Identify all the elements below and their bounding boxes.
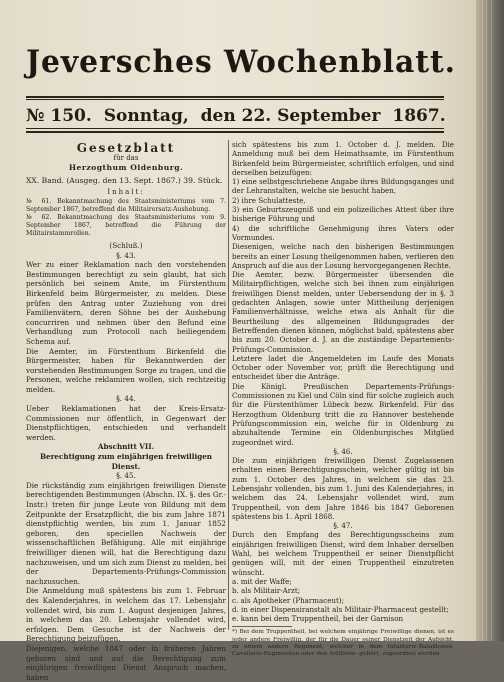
- section-45: §. 45.: [116, 471, 136, 481]
- section-47: §. 47.: [333, 521, 353, 531]
- issue-rule: [26, 128, 444, 129]
- issue-number: № 150.: [26, 106, 92, 126]
- paragraph: Diejenigen, welche 1847 oder in früheren Jahren geboren sind und auf die Berechtigung zum einjährigen freiwilligen Dienst Anspruch machen, haben: [26, 643, 226, 682]
- paragraph: Die zum einjährigen freiwilligen Dienst Zugelassenen erhalten einen Berechtigungsschein, welcher gültig ist bis zum 1. October des Jahres, in welchem sie das 23. Lebensjahr vollenden, bis zum 1. Juni des Kalenderjahres, in welchem das 24. Lebensjahr vollendet wird, zum Truppentheil, von dem Jahre 1846 bis 1847 Geborenen spätestens bis 1. April 1868.: [232, 456, 454, 521]
- book-spine: [476, 0, 504, 641]
- inhalt-entry: № 62. Bekanntmachung des Staatsministeriums vom 9. September 1867, betreffend die Führung der Militairstammrollen.: [26, 213, 226, 237]
- spine-edge-line: [482, 0, 483, 641]
- list-item: a. mit der Waffe;: [232, 576, 292, 586]
- list-item: 1) eine selbstgeschriebene Angabe ihres Bildungsganges und der Lehranstalten, welche sie besucht haben,: [232, 177, 454, 196]
- footnote-rule: [232, 626, 292, 627]
- paragraph: Diesenigen, welche nach den bisherigen Bestimmungen bereits an einer Losung theilgenommen haben, verlieren den Anspruch auf die aus der Losung hervorgegangenen Rechte.: [232, 242, 454, 270]
- list-item: e. kann bei dem Truppentheil, bei der Garnison: [232, 614, 404, 624]
- list-item: 3) ein Geburtszeugniß und ein polizeiliches Attest über ihre bisherige Führung und: [232, 205, 454, 224]
- paragraph: Die Aemter, im Fürstenthum Birkenfeld die Bürgermeister, haben für Bekanntwerden der vorstehenden Bestimmungen Sorge zu tragen, und die Personen, welche reklamiren wollen, sich rechtzeitig melden.: [26, 346, 226, 394]
- section-46: §. 46.: [333, 446, 353, 456]
- issue-line: [26, 106, 446, 126]
- paragraph: Die rückständig zum einjährigen freiwilligen Dienste berechtigenden Bestimmungen (Abschn. IX. §. des Gr.-Instr.) treten für junge Leute von Bildung mit dem Zeitpunkte der Ersatzpflicht, die bis zum Jahre 1871 dienstpflichtig werden, bis zum 1. Januar 1852 geboren, den speciellen Nachweis der wissenschaftlichen Befähigung. Alle mit einjährige freiwilliger dienen will, hat die Berechtigung dazu nachzuweisen, und um sich zum Dienst zu melden, bei der Departements-Prüfungs-Commission nachzusuchen.: [26, 480, 226, 586]
- schluss-label: (Schluß.): [109, 240, 143, 250]
- paragraph: Durch den Empfang des Berechtigungsscheins zum einjährigen freiwilligen Dienst, wird dem Inhaber derselben Wahl, bei welchem Truppentheil er seiner Dienstpflicht genügen will, mit der einen Truppentheil einzutreten wünscht.: [232, 530, 454, 577]
- masthead-title: Jeversches Wochenblatt.: [26, 44, 456, 80]
- list-item: d. in einer Dispensiranstalt als Militair-Pharmaceut gestellt;: [232, 604, 449, 614]
- paragraph: Die Aemter, bezw. Bürgermeister übersenden die Militairpflichtigen, welche sich bei ihnen zum einjährigen freiwilligen Dienst melden, unter Uebersendung der in §. 3 gedachten Anlagen, sowie unter Mittheilung derjenigen Familienverhältnisse, welche etwa als Anhalt für die Beurtheilung des allgemeinen Bildungsgrades der Betreffenden dienen können, möglichst bald, spätestens aber bis zum 20. October d. J. an die zuständige Departements-Prüfungs-Commission.: [232, 270, 454, 354]
- left-column: [26, 142, 226, 682]
- paragraph: Die Anmeldung muß spätestens bis zum 1. Februar des Kalenderjahres, in welchem das 17. Lebensjahr vollendet wird, bis zum 1. August desjenigen Jahres, in welchem das 20. Lebensjahr vollendet wird, erfolgen. Dem Gesuche ist der Nachweis der Berechtigung beizufügen.: [26, 586, 226, 644]
- masthead-rule-top: [26, 96, 444, 98]
- spine-edge-line: [491, 0, 492, 641]
- issue-rule-thick: [26, 131, 444, 133]
- paragraph: Die Königl. Preußischen Departements-Prüfungs-Commissionen zu Kiel und Cöln sind für solche zugleich auch für die Fürstenthümer Lübeck bezw. Birkenfeld. Für das Herzogthum Oldenburg tritt die zu Hannover bestehende Prüfungscommission ein, welche für in Oldenburg zu abzuhaltende Termine ein Oldenburgisches Mitglied zugeordnet wird.: [232, 381, 454, 447]
- list-item: 2) ihre Schulatteste,: [232, 195, 306, 205]
- inhalt-entry: № 61. Bekanntmachung des Staatsministeriums vom 7. September 1867, betreffend die Militairersatz-Aushebung.: [26, 197, 226, 213]
- issue-year: 1867.: [392, 106, 446, 126]
- section-43: §. 43.: [116, 250, 136, 260]
- issue-date: den 22. September: [200, 106, 381, 126]
- gesetzblatt-sub2: Herzogthum Oldenburg.: [68, 163, 184, 173]
- band-line: XX. Band. (Ausgeg. den 13. Sept. 1867.) 39. Stück.: [26, 175, 223, 185]
- spine-edge-line: [486, 0, 487, 641]
- paragraph: Wer zu einer Reklamation nach den vorstehenden Bestimmungen berechtigt zu sein glaubt, hat sich persönlich bei seinem Amte, im Fürstenthum Birkenfeld beim Bürgermeister, zu melden. Diese prüfen den Antrag unter Zuziehung von drei Familienvätern, deren Söhne bei der Aushebung concurriren und nehmen über den Befund eine Verhandlung zum Protocoll nach beiliegendem Schema auf.: [26, 260, 226, 346]
- list-item: b. als Militair-Arzt;: [232, 586, 301, 596]
- gesetzblatt-heading: Gesetzblatt: [76, 141, 176, 155]
- column-divider: [228, 140, 229, 630]
- abschnitt-heading: Abschnitt VII.: [97, 442, 155, 452]
- section-44: §. 44.: [116, 394, 136, 404]
- masthead-rule-bottom: [26, 99, 444, 100]
- paragraph: sich spätestens bis zum 1. October d. J. melden. Die Anmeldung muß bei dem Heimathsamte, im Fürstenthum Birkenfeld beim Bürgermeister, schriftlich erfolgen, und sind derselben beizufügen:: [232, 140, 454, 177]
- gesetzblatt-sub1: für das: [113, 153, 139, 162]
- right-column: [232, 140, 454, 658]
- paragraph: Letztere ladet die Angemeldeten im Laufe des Monats October oder November vor, prüft die Berechtigung und entscheidet über die Anträge.: [232, 353, 454, 382]
- abschnitt-title: Berechtigung zum einjährigen freiwilligen Dienst.: [39, 452, 213, 471]
- list-item: 4) die schriftliche Genehmigung ihres Vaters oder Vormundes.: [232, 223, 454, 242]
- footnote: *) Bei dem Truppentheil, bei welchem einjährige Freiwillige dienen, ist es jeder andere Freiwillig, der für die Dauer seiner Dienstzeit der Aufsicht, zu einem andern Regiment, welcher in dem Infanterie-Bataillonen, Cavallerie-Regimenten oder den Artillerie- gehört, zugeordnet werden.: [232, 629, 454, 658]
- issue-day: Sonntag,: [103, 106, 189, 126]
- paragraph: Ueber Reklamationen hat der Kreis-Ersatz-Commissionen nur öffentlich, in Gegenwart der Dienstpflichtigen, entschieden und verhandelt werden.: [26, 404, 226, 442]
- inhalt-label: Inhalt:: [107, 188, 145, 197]
- list-item: c. als Apotheker (Pharmaceut);: [232, 595, 345, 605]
